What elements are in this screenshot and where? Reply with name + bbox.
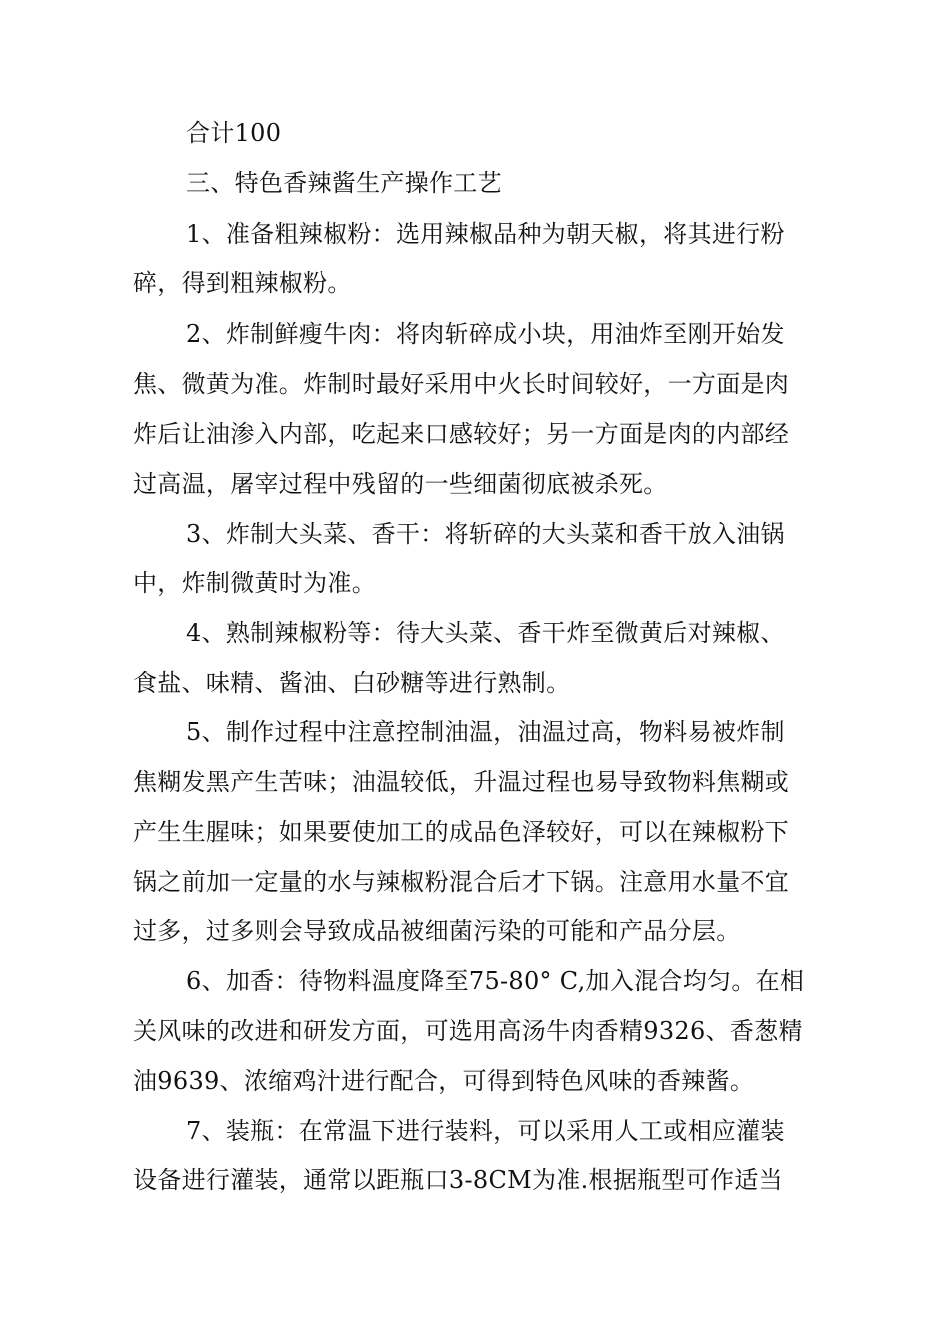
paragraph-1-line-1: 1、准备粗辣椒粉：选用辣椒品种为朝天椒，将其进行粉 [186, 220, 785, 248]
paragraph-5-line-3: 产生生腥味；如果要使加工的成品色泽较好，可以在辣椒粉下 [133, 818, 790, 846]
paragraph-3-line-2: 中，炸制微黄时为准。 [133, 569, 376, 597]
paragraph-3-line-1: 3、炸制大头菜、香干：将斩碎的大头菜和香干放入油锅 [186, 520, 785, 548]
paragraph-5-line-5: 过多，过多则会导致成品被细菌污染的可能和产品分层。 [133, 917, 741, 945]
paragraph-2-line-3: 炸后让油渗入内部，吃起来口感较好；另一方面是肉的内部经 [133, 420, 790, 448]
paragraph-6-line-2: 关风味的改进和研发方面，可选用高汤牛肉香精9326、香葱精 [133, 1017, 803, 1045]
paragraph-7-line-1: 7、装瓶：在常温下进行装料，可以采用人工或相应灌装 [186, 1117, 785, 1145]
paragraph-2-line-1: 2、炸制鲜瘦牛肉：将肉斩碎成小块，用油炸至刚开始发 [186, 320, 785, 348]
paragraph-5-line-4: 锅之前加一定量的水与辣椒粉混合后才下锅。注意用水量不宜 [133, 868, 790, 896]
paragraph-4-line-1: 4、熟制辣椒粉等：待大头菜、香干炸至微黄后对辣椒、 [186, 619, 785, 647]
paragraph-5-line-2: 焦糊发黑产生苦味；油温较低，升温过程也易导致物料焦糊或 [133, 768, 790, 796]
section-title: 三、特色香辣酱生产操作工艺 [186, 169, 502, 197]
paragraph-2-line-2: 焦、微黄为准。炸制时最好采用中火长时间较好，一方面是肉 [133, 370, 790, 398]
paragraph-7-line-2: 设备进行灌装，通常以距瓶口3-8CM为准.根据瓶型可作适当 [133, 1166, 783, 1194]
paragraph-1-line-2: 碎，得到粗辣椒粉。 [133, 269, 352, 297]
paragraph-2-line-4: 过高温，屠宰过程中残留的一些细菌彻底被杀死。 [133, 470, 668, 498]
paragraph-5-line-1: 5、制作过程中注意控制油温，油温过高，物料易被炸制 [186, 718, 785, 746]
paragraph-6-line-3: 油9639、浓缩鸡汁进行配合，可得到特色风味的香辣酱。 [133, 1067, 755, 1095]
total-line: 合计100 [186, 119, 282, 147]
paragraph-4-line-2: 食盐、味精、酱油、白砂糖等进行熟制。 [133, 669, 571, 697]
paragraph-6-line-1: 6、加香：待物料温度降至75-80° C,加入混合均匀。在相 [186, 967, 805, 995]
